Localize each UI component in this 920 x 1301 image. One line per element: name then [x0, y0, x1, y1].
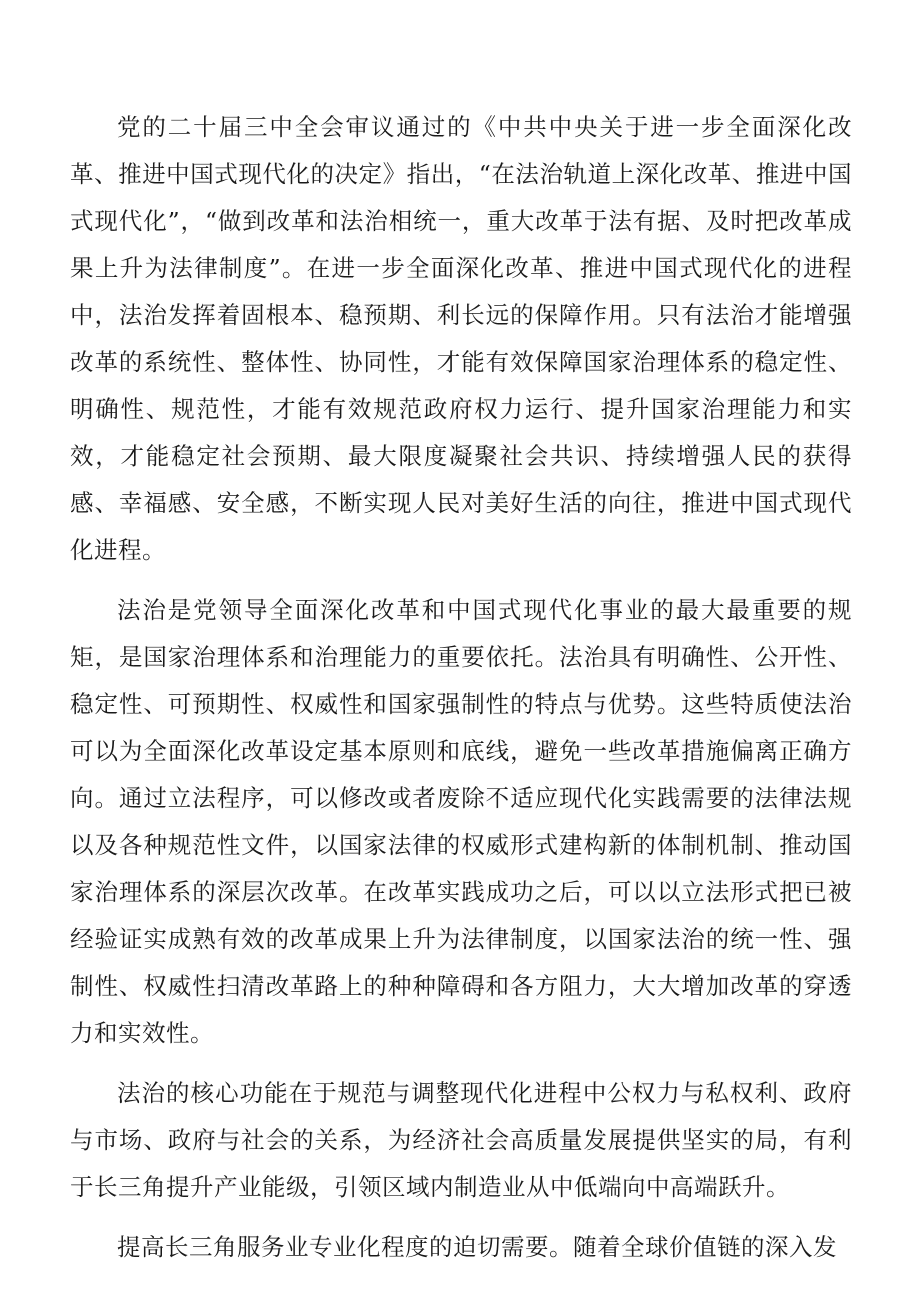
paragraph-4: 提高长三角服务业专业化程度的迫切需要。随着全球价值链的深入发	[117, 1233, 837, 1261]
paragraph-2: 法治是党领导全面深化改革和中国式现代化事业的最大最重要的规矩，是国家治理体系和治理能力的重要依托。法治具有明确性、公开性、稳定性、可预期性、权威性和国家强制性的特点与优势。这些特质使法治可以为全面深化改革设定基本原则和底线，避免一些改革措施偏离正确方向。通过立法程序，可以修改或者废除不适应现代化实践需要的法律法规以及各种规范性文件，以国家法律的权威形式建构新的体制机制、推动国家治理体系的深层次改革。在改革实践成功之后，可以以立法形式把已被经验证实成熟有效的改革成果上升为法律制度，以国家法治的统一性、强制性、权威性扫清改革路上的种种障碍和各方阻力，大大增加改革的穿透力和实效性。	[70, 596, 852, 1047]
paragraph-1: 党的二十届三中全会审议通过的《中共中央关于进一步全面深化改革、推进中国式现代化的决定》指出，“在法治轨道上深化改革、推进中国式现代化”，“做到改革和法治相统一，重大改革于法有据、及时把改革成果上升为法律制度”。在进一步全面深化改革、推进中国式现代化的进程中，法治发挥着固根本、稳预期、利长远的保障作用。只有法治才能增强改革的系统性、整体性、协同性，才能有效保障国家治理体系的稳定性、明确性、规范性，才能有效规范政府权力运行、提升国家治理能力和实效，才能稳定社会预期、最大限度凝聚社会共识、持续增强人民的获得感、幸福感、安全感，不断实现人民对美好生活的向往，推进中国式现代化进程。	[70, 113, 852, 564]
paragraph-3: 法治的核心功能在于规范与调整现代化进程中公权力与私权利、政府与市场、政府与社会的关系，为经济社会高质量发展提供坚实的局，有利于长三角提升产业能级，引领区域内制造业从中低端向中高端跃升。	[70, 1079, 852, 1201]
document-page	[70, 104, 852, 1271]
